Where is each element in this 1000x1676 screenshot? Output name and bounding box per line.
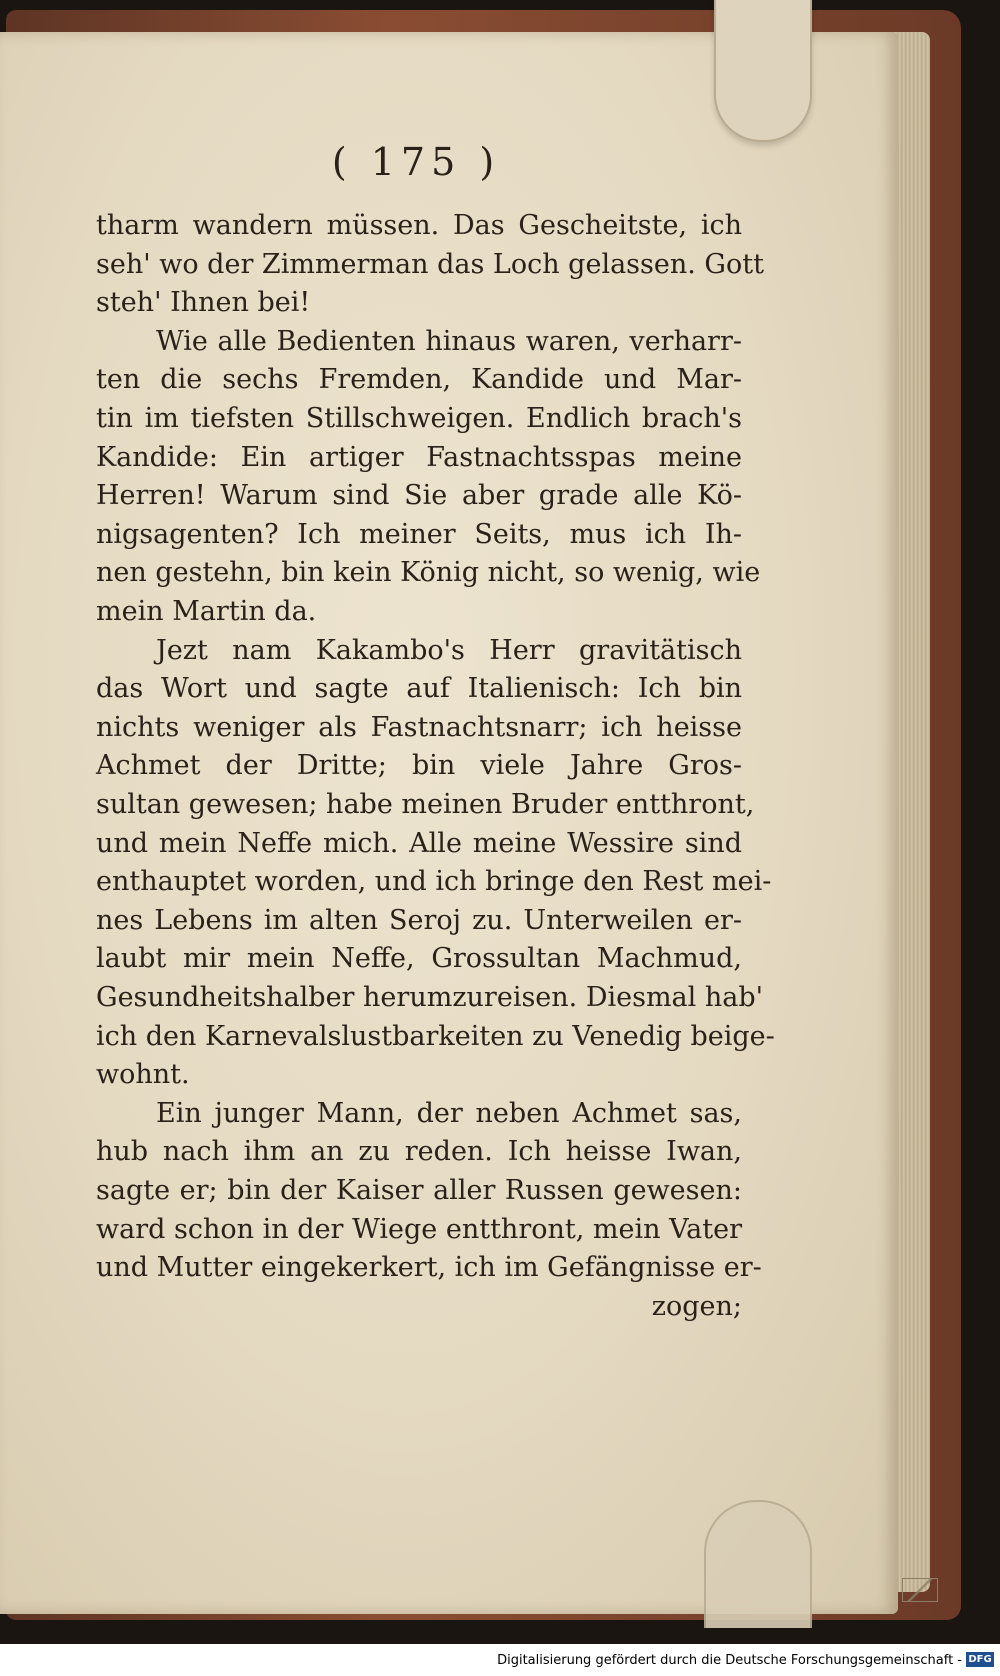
corner-mark-icon (902, 1578, 938, 1602)
text-line: tin im tiefsten Stillschweigen. Endlich brach's (96, 403, 742, 434)
text-line: Gesundheitshalber herumzureisen. Diesmal hab' (96, 982, 764, 1013)
digitization-credit: Digitalisierung gefördert durch die Deutsche Forschungsgemeinschaft - (497, 1653, 962, 1668)
text-line: nes Lebens im alten Seroj zu. Unterweilen er- (96, 904, 742, 936)
text-line: und mein Neffe mich. Alle meine Wessire sind (96, 827, 742, 859)
text-line: zogen; (651, 1290, 742, 1322)
text-line: sultan gewesen; habe meinen Bruder entthront, (96, 789, 755, 820)
text-line: ten die sechs Fremden, Kandide und Mar- (96, 364, 742, 396)
text-line: nen gestehn, bin kein König nicht, so wenig, wie (96, 557, 761, 589)
text-line: Ein junger Mann, der neben Achmet sas, (156, 1097, 742, 1129)
page-clip-bottom (704, 1500, 812, 1628)
text-line: und Mutter eingekerkert, ich im Gefängnisse er- (96, 1252, 762, 1284)
text-line: tharm wandern müssen. Das Gescheitste, ich (96, 210, 742, 241)
text-line: ich den Karnevalslustbarkeiten zu Venedig beige- (96, 1020, 775, 1052)
text-line: ward schon in der Wiege entthront, mein Vater (96, 1213, 742, 1245)
text-line: enthauptet worden, und ich bringe den Rest mei- (96, 866, 772, 898)
text-line: laubt mir mein Neffe, Grossultan Machmud, (96, 943, 742, 975)
text-line: Kandide: Ein artiger Fastnachtsspas meine (96, 441, 742, 473)
footer-bar (0, 1644, 1000, 1676)
text-line: Jezt nam Kakambo's Herr gravitätisch (156, 634, 742, 666)
page-clip-top (714, 0, 812, 142)
text-line: Herren! Warum sind Sie aber grade alle Kö- (96, 480, 742, 512)
text-line: mein Martin da. (96, 596, 317, 627)
text-line: seh' wo der Zimmerman das Loch gelassen. Gott (96, 248, 764, 280)
text-line: wohnt. (96, 1059, 190, 1091)
text-line: nigsagenten? Ich meiner Seits, mus ich Ih- (96, 518, 742, 550)
text-line: Achmet der Dritte; bin viele Jahre Gros- (96, 750, 742, 782)
page-number: ( 175 ) (331, 140, 501, 184)
text-line: nichts weniger als Fastnachtsnarr; ich heisse (96, 711, 742, 743)
text-line: das Wort und sagte auf Italienisch: Ich bin (96, 673, 742, 705)
text-line: hub nach ihm an zu reden. Ich heisse Iwan, (96, 1136, 742, 1168)
text-line: sagte er; bin der Kaiser aller Russen gewesen: (96, 1175, 742, 1206)
text-line: steh' Ihnen bei! (96, 287, 311, 319)
text-line: Wie alle Bedienten hinaus waren, verharr- (156, 325, 742, 357)
dfg-logo-icon: DFG (966, 1652, 994, 1667)
